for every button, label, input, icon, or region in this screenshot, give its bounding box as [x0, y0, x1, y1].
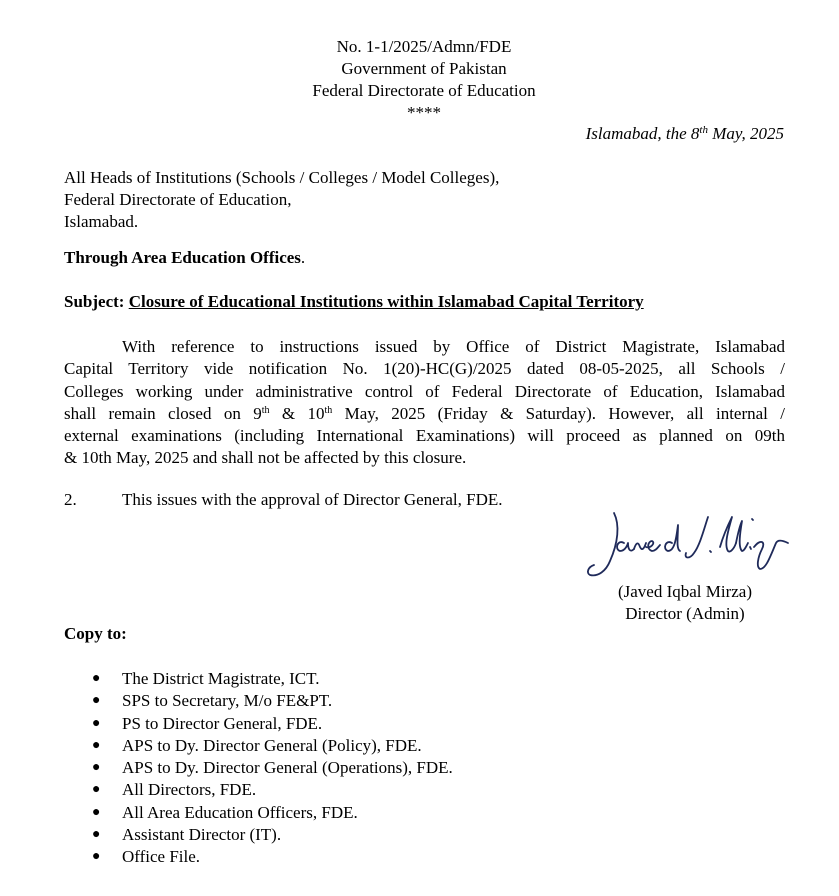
- dateline-ordinal: th: [699, 124, 708, 136]
- copy-to-item: [64, 802, 453, 824]
- copy-to-label: Copy to:: [64, 624, 127, 643]
- reference-number: No. 1-1/2025/Admn/FDE: [336, 37, 512, 56]
- copy-to-text: All Directors, FDE.: [122, 780, 257, 800]
- paragraph-line: With reference to instructions issued by Office of District Magistrate, Islamabad: [122, 337, 785, 356]
- bullet-icon: ●: [92, 782, 101, 798]
- copy-to-item: [64, 824, 453, 846]
- copy-to-text: PS to Director General, FDE.: [122, 713, 323, 733]
- bullet-icon: ●: [92, 715, 101, 731]
- copy-to-text: APS to Dy. Director General (Operations), FDE.: [122, 758, 453, 778]
- signatory-designation: Director (Admin): [625, 604, 745, 623]
- copy-to-text: The District Magistrate, ICT.: [122, 669, 320, 688]
- signature-text: Javed I. Mirza: [580, 583, 586, 584]
- copy-to-list: [64, 668, 453, 869]
- copy-to-text: Office File.: [122, 847, 201, 867]
- paragraph-line: Colleges working under administrative control of Federal Directorate of Education, Islamabad: [64, 381, 785, 401]
- dateline-prefix: Islamabad, the 8: [585, 124, 700, 143]
- bullet-icon: ●: [92, 804, 101, 820]
- copy-to-item: [64, 690, 453, 712]
- ordinal-sup: th: [261, 404, 270, 416]
- copy-to-item: [64, 713, 453, 735]
- paragraph-line: Capital Territory vide notification No. 1(20)-HC(G)/2025 dated 08-05-2025, all Schools /: [64, 359, 785, 379]
- paragraph-line: external examinations (including International Examinations) will proceed as planned on 09th: [64, 426, 785, 446]
- copy-to-item: [64, 757, 453, 779]
- copy-to-item: [64, 735, 453, 757]
- copy-to-text: SPS to Secretary, M/o FE&PT.: [122, 691, 333, 711]
- dateline-suffix: May, 2025: [707, 124, 784, 143]
- ordinal-sup: th: [324, 404, 333, 416]
- paragraph-line: [64, 403, 785, 425]
- addressee-line: Federal Directorate of Education,: [64, 190, 292, 209]
- bullet-icon: ●: [92, 849, 101, 865]
- text-run: & 10: [269, 403, 325, 423]
- text-run: shall remain closed on 9: [64, 403, 262, 423]
- paragraph-2: [64, 490, 503, 510]
- subject-line: [64, 292, 644, 312]
- copy-to-item: [64, 668, 453, 690]
- paragraph-1: [64, 336, 785, 470]
- signatory-name: (Javed Iqbal Mirza): [617, 582, 753, 601]
- through-text: Through Area Education Offices: [64, 248, 301, 267]
- addressee-block: [64, 167, 499, 233]
- subject-text: Closure of Educational Institutions within Islamabad Capital Territory: [128, 292, 644, 311]
- copy-to-item: [64, 846, 453, 868]
- addressee-line: All Heads of Institutions (Schools / Colleges / Model Colleges),: [64, 168, 500, 187]
- subject-label: Subject:: [64, 292, 125, 311]
- header-stars: ****: [407, 103, 441, 122]
- copy-to-text: All Area Education Officers, FDE.: [122, 802, 358, 822]
- paragraph-2-text: This issues with the approval of Director General, FDE.: [122, 490, 503, 509]
- dateline: [586, 124, 784, 144]
- copy-to-text: APS to Dy. Director General (Policy), FDE.: [122, 735, 422, 755]
- letter-header: [0, 36, 839, 124]
- addressee-line: Islamabad.: [64, 212, 139, 231]
- paragraph-number: 2.: [64, 490, 77, 509]
- paragraph-line: & 10th May, 2025 and shall not be affected by this closure.: [64, 448, 467, 468]
- bullet-icon: ●: [92, 737, 101, 753]
- signature-block: [590, 581, 780, 625]
- through-line: [64, 248, 305, 268]
- bullet-icon: ●: [92, 827, 101, 843]
- directorate-name: Federal Directorate of Education: [312, 81, 536, 100]
- bullet-icon: ●: [92, 693, 101, 709]
- text-run: May, 2025 (Friday & Saturday). However, all internal /: [332, 403, 785, 423]
- handwritten-signature: [580, 503, 795, 585]
- bullet-icon: ●: [92, 671, 101, 686]
- government-name: Government of Pakistan: [341, 59, 507, 78]
- bullet-icon: ●: [92, 760, 101, 776]
- copy-to-text: Assistant Director (IT).: [122, 825, 282, 845]
- copy-to-item: [64, 779, 453, 801]
- through-period: .: [300, 248, 306, 267]
